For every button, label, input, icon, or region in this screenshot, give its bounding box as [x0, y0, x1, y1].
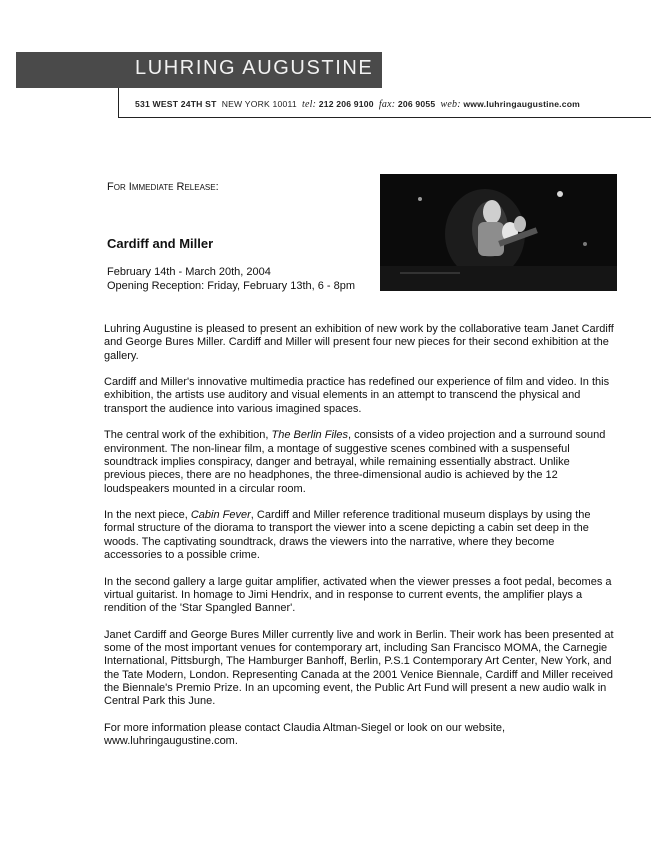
paragraph-cabin-fever	[104, 509, 614, 562]
paragraph-practice: Cardiff and Miller's innovative multimedia practice has redefined our experience of film and video. In this exhibition, the artists use auditory and visual elements in an attempt to transcend the physical and transport the audience into various imagined spaces.	[104, 376, 610, 415]
exhibition-dates	[107, 265, 355, 293]
exhibition-photo	[380, 174, 617, 291]
berlin-files-title: The Berlin Files	[271, 429, 348, 442]
paragraph-contact: For more information please contact Claudia Altman-Siegel or look on our website, www.luhringaugustine.com.	[104, 721, 506, 748]
paragraph-berlin-files	[104, 429, 614, 495]
paragraph-biography: Janet Cardiff and George Bures Miller currently live and work in Berlin. Their work has been presented at some of the most important venues for contemporary art, including San Francisco MOMA, the Carnegie International, Pittsburgh, The Hamburger Banhoff, Berlin, P.S.1 Contemporary Art Center, New York, and the Tate Modern, London. Representing Canada at the 2001 Venice Biennale, Cardiff and Miller received the Biennale's Premio Prize. In an upcoming event, the Public Art Fund will present a new audio walk in Central Park this June.	[104, 628, 614, 708]
tel-label: tel:	[302, 99, 317, 110]
cabin-fever-lead: In the next piece,	[104, 509, 191, 522]
opening-reception: Opening Reception: Friday, February 13th, 6 - 8pm	[107, 280, 356, 292]
paragraph-guitar-amplifier: In the second gallery a large guitar amplifier, activated when the viewer presses a foot pedal, becomes a virtual guitarist. In homage to Jimi Hendrix, and in response to current events, the amplifier plays a rendition of the 'Star Spangled Banner'.	[104, 575, 612, 615]
tel-number: 212 206 9100	[318, 99, 374, 109]
berlin-files-lead: The central work of the exhibition,	[104, 429, 272, 442]
cabin-fever-description: , Cardiff and Miller reference traditional museum displays by using the formal structure of the diorama to transport the viewer into a scene depicting a cabin set deep in the woods. The captivating soundtrack, draws the viewers into the narrative, where they become accessories to a possible crime.	[104, 509, 591, 562]
letterhead-divider	[118, 88, 119, 118]
web-label: web:	[440, 99, 461, 110]
press-release-body	[104, 323, 614, 762]
web-address: www.luhringaugustine.com	[463, 99, 581, 109]
release-label: For Immediate Release:	[107, 181, 219, 193]
berlin-files-description: , consists of a video projection and a surround sound environment. The non-linear film, a montage of suggestive scenes combined with a suspenseful soundtrack implies conspiracy, danger and betrayal, while remaining essentially abstract. Unlike previous pieces, there are no headphones, the three-dimensional audio is achieved by the 12 loudspeakers mounted in a circular room.	[104, 429, 606, 495]
letterhead-rule	[118, 117, 651, 118]
street-address: 531 WEST 24TH ST	[135, 99, 217, 109]
performance-photo-image	[380, 174, 617, 291]
cabin-fever-title: Cabin Fever	[190, 509, 251, 522]
city-address: NEW YORK 10011	[221, 99, 297, 109]
fax-label: fax:	[378, 99, 396, 110]
date-range: February 14th - March 20th, 2004	[107, 266, 271, 278]
fax-number: 206 9055	[397, 99, 436, 109]
paragraph-intro: Luhring Augustine is pleased to present an exhibition of new work by the collaborative team Janet Cardiff and George Bures Miller. Cardiff and Miller will present four new pieces for their second exhibition at the gallery.	[104, 323, 614, 362]
letterhead-address	[135, 99, 580, 110]
gallery-name: LUHRING AUGUSTINE	[135, 57, 374, 79]
page-title: Cardiff and Miller	[107, 236, 214, 251]
